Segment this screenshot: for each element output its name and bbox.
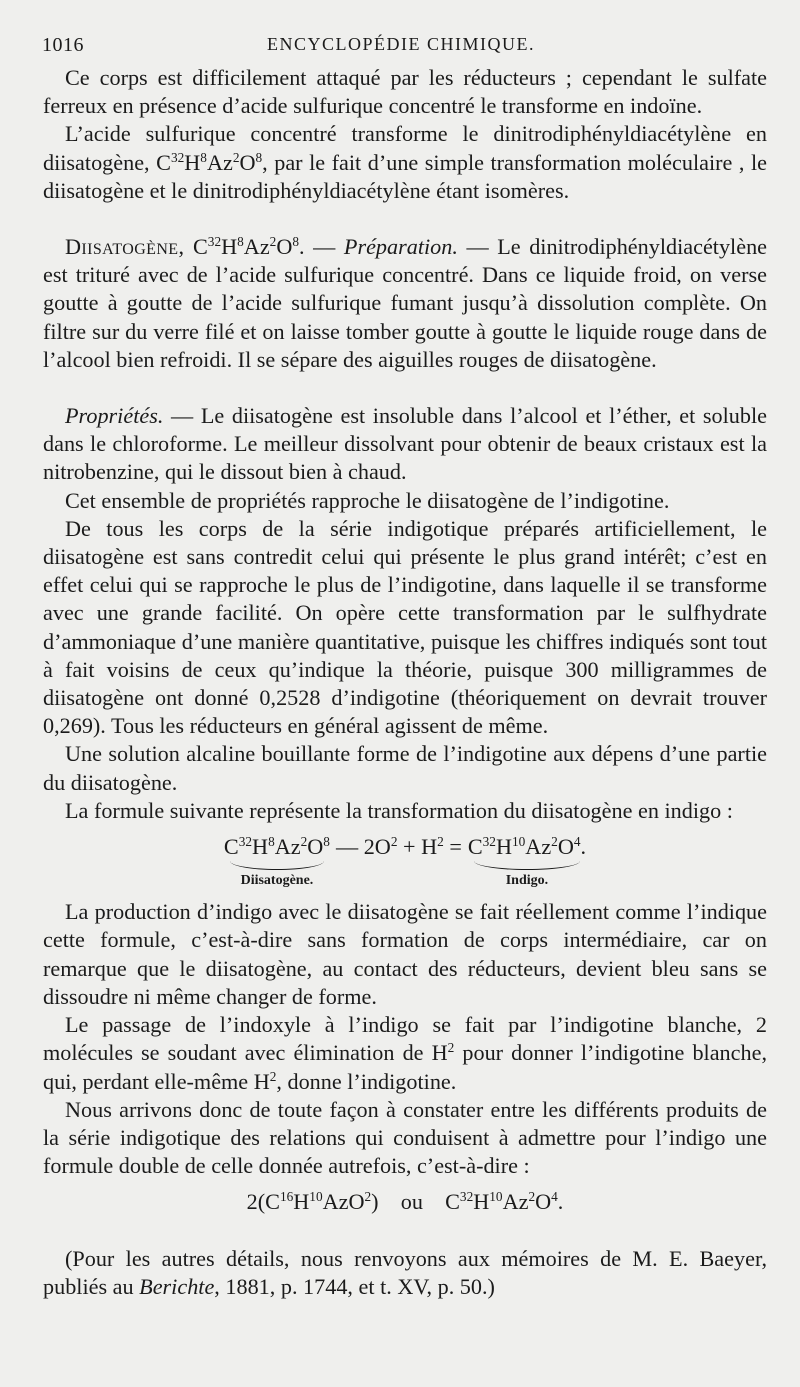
page-number: 1016 xyxy=(42,34,84,56)
equation-transformation xyxy=(43,833,767,890)
equation-lhs-diisatogene: $C^{32}H^8Az^2O^8$ Diisatogène. xyxy=(223,834,330,889)
underbrace xyxy=(474,861,580,870)
spacer xyxy=(43,205,767,233)
journal-title: Berichte xyxy=(139,1273,215,1299)
paragraph-solution-alcaline: Une solution alcaline bouillante forme de l’indigotine aux dépens d’une partie du diisatogène. xyxy=(43,741,767,795)
paragraph-conclusion: Nous arrivons donc de toute façon à constater entre les différents produits de la série indigotique des relations qui conduisent à admettre pour l’indigo une formule double de celle donnée autrefois, c’est-à-dire : xyxy=(43,1096,767,1179)
paragraph-proprietes: Propriétés. — Le diisatogène est insoluble dans l’alcool et l’éther, et soluble dans le chloroforme. Le meilleur dissolvant pour obtenir de beaux cristaux est la nitrobenzine, qui le dissout bien à chaud. xyxy=(43,403,767,485)
equation-rhs-indigo: $C^{32}H^{10}Az^2O^4$. Indigo. xyxy=(467,834,587,889)
page-header xyxy=(42,34,760,62)
equation-formule-double: $2(C^{16}H^{10}AzO^2)$ ou $C^{32}H^{10}Az^2O^4$. xyxy=(246,1189,564,1215)
label-indigo: Indigo. xyxy=(505,873,549,889)
paragraph-serie-indigotique: De tous les corps de la série indigotique préparés artificiellement, le diisatogène est sans contredit celui qui présente le plus grand intérêt; c’est en effet celui qui se rapproche le plus de l’indigotine, dans laquelle il se transforme avec une grande facilité. On opère cette transformation par le sulfhydrate d’ammoniaque d’une manière quantitative, puisque les chiffres indiqués sont tout à fait voisins de ceux qu’indique la théorie, puisque 300 milligrammes de diisatogène ont donné 0,2528 d’indigotine (théoriquement on devrait trouver 0,269). Tous les réducteurs en général agissent de même. xyxy=(43,515,767,739)
subheading-preparation: Préparation. xyxy=(343,234,458,260)
paragraph-reducteurs: Ce corps est difficilement attaqué par les réducteurs ; cependant le sulfate ferreux en présence d’acide sulfurique concentré le transforme en indoïne. xyxy=(43,65,767,119)
paragraph-production-indigo: La production d’indigo avec le diisatogène se fait réellement comme l’indique cette formule, c’est-à-dire sans formation de corps intermédiaire, car on remarque que le diisatogène, au contact des réducteurs, devient bleu sans se dissoudre ni même changer de forme. xyxy=(43,899,767,1009)
paragraph-rapprochement: Cet ensemble de propriétés rapproche le diisatogène de l’indigotine. xyxy=(65,487,670,513)
page-body xyxy=(43,64,767,1301)
paragraph-formule-intro: La formule suivante représente la transformation du diisatogène en indigo : xyxy=(65,797,733,823)
paragraph-references: (Pour les autres détails, nous renvoyons aux mémoires de M. E. Baeyer, publiés au Berichte, 1881, p. 1744, et t. XV, p. 50.) xyxy=(43,1245,767,1299)
paragraph-diisatogene-preparation: Diisatogène, $C^{32}H^8Az^2O^8$. — Préparation. — Le dinitrodiphényldiacétylène est trituré avec de l’acide sulfurique concentré. Dans ce liquide froid, on verse goutte à goutte de l’acide sulfurique fumant jusqu’à dissolution complète. On filtre sur du verre filé et on laisse tomber goutte à goutte le liquide rouge dans de l’alcool bien refroidi. Il se sépare des aiguilles rouges de diisatogène. xyxy=(43,234,768,372)
paragraph-acide-sulfurique: L’acide sulfurique concentré transforme le dinitrodiphényldiacétylène en diisatogène, $C^{32}H^8Az^2O^8$, par le fait d’une simple transformation moléculaire , le diisatogène et le dinitrodiphényldiacétylène étant isomères. xyxy=(43,121,767,203)
underbrace xyxy=(230,861,324,870)
label-diisatogene: Diisatogène. xyxy=(240,873,314,889)
subheading-proprietes: Propriétés. xyxy=(65,403,164,429)
paragraph-indoxyle: Le passage de l’indoxyle à l’indigo se fait par l’indigotine blanche, 2 molécules se soudant avec élimination de $H^2$ pour donner l’indigotine blanche, qui, perdant elle-même $H^2$, donne l’indigotine. xyxy=(43,1012,767,1094)
spacer xyxy=(43,374,767,402)
spacer xyxy=(43,1217,767,1245)
section-heading-diisatogene: Diisatogène, xyxy=(65,234,185,260)
running-title: ENCYCLOPÉDIE CHIMIQUE. xyxy=(267,34,535,54)
equation-middle: — $2O^2 + H^2$ = xyxy=(335,834,462,860)
